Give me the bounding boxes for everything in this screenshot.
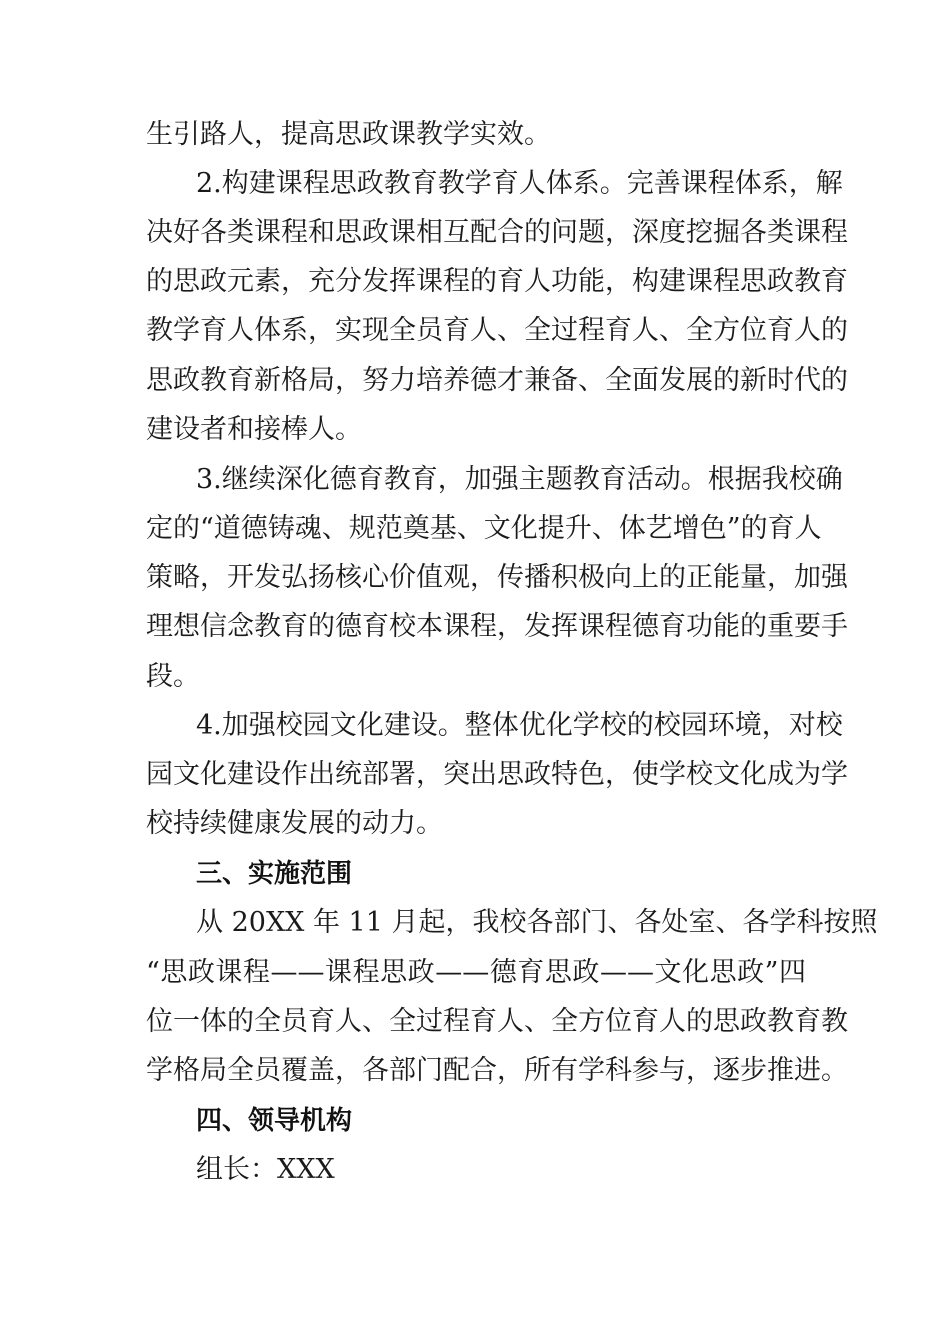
paragraph-line: 校持续健康发展的动力。 — [146, 808, 443, 839]
paragraph-line: 教学育人体系，实现全员育人、全过程育人、全方位育人的 — [146, 315, 848, 346]
paragraph-line: 思政教育新格局，努力培养德才兼备、全面发展的新时代的 — [146, 365, 848, 396]
paragraph-line: 策略，开发弘扬核心价值观，传播积极向上的正能量，加强 — [146, 562, 848, 593]
paragraph-line: 定的“道德铸魂、规范奠基、文化提升、体艺增色”的育人 — [146, 513, 822, 544]
section-heading: 四、领导机构 — [196, 1106, 353, 1136]
paragraph-line: 学格局全员覆盖，各部门配合，所有学科参与，逐步推进。 — [146, 1055, 848, 1086]
paragraph-line: 从 20XX 年 11 月起，我校各部门、各处室、各学科按照 — [196, 907, 878, 938]
paragraph-line: 组长：XXX — [196, 1154, 335, 1185]
paragraph-line: 理想信念教育的德育校本课程，发挥课程德育功能的重要手 — [146, 611, 848, 642]
paragraph-line: 生引路人，提高思政课教学实效。 — [146, 119, 551, 150]
paragraph-line: 2.构建课程思政教育教学育人体系。完善课程体系，解 — [196, 168, 843, 199]
section-heading: 三、实施范围 — [196, 859, 353, 889]
paragraph-line: 4.加强校园文化建设。整体优化学校的校园环境，对校 — [196, 710, 843, 741]
paragraph-line: 建设者和接棒人。 — [146, 414, 362, 445]
paragraph-line: “思政课程——课程思政——德育思政——文化思政”四 — [146, 957, 806, 988]
paragraph-line: 决好各类课程和思政课相互配合的问题，深度挖掘各类课程 — [146, 217, 848, 248]
paragraph-line: 位一体的全员育人、全过程育人、全方位育人的思政教育教 — [146, 1006, 848, 1037]
paragraph-line: 段。 — [146, 661, 200, 692]
paragraph-line: 园文化建设作出统部署，突出思政特色，使学校文化成为学 — [146, 759, 848, 790]
paragraph-line: 的思政元素，充分发挥课程的育人功能，构建课程思政教育 — [146, 266, 848, 297]
paragraph-line: 3.继续深化德育教育，加强主题教育活动。根据我校确 — [196, 464, 843, 495]
